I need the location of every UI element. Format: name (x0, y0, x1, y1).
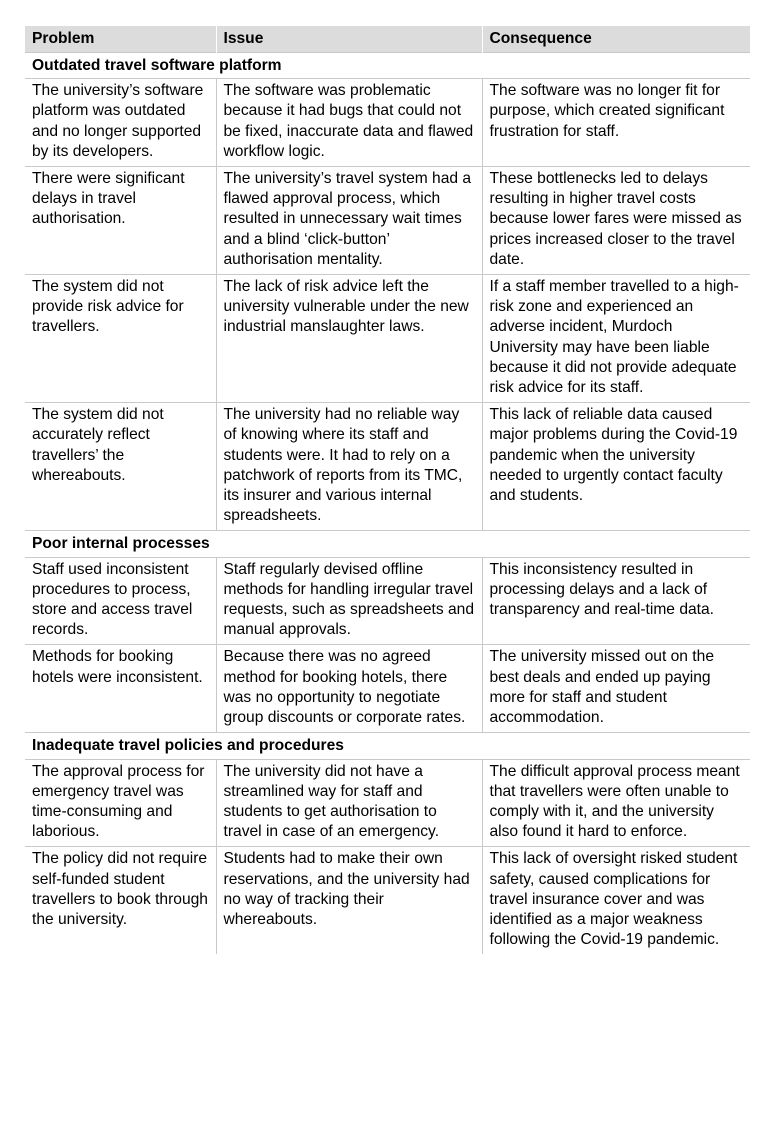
problem-cell: The policy did not require self-funded student travellers to book through the university. (25, 847, 216, 955)
issue-cell: Students had to make their own reservations, and the university had no way of tracking their whereabouts. (216, 847, 482, 955)
section-title-outdated-software: Outdated travel software platform (25, 53, 750, 79)
issue-cell: The software was problematic because it had bugs that could not be fixed, inaccurate data and flawed workflow logic. (216, 79, 482, 167)
issue-cell: The university’s travel system had a flawed approval process, which resulted in unnecessary wait times and a blind ‘click-button’ authorisation mentality. (216, 167, 482, 275)
consequence-cell: The difficult approval process meant that travellers were often unable to comply with it, and the university also found it hard to enforce. (482, 759, 750, 847)
problem-cell: The university’s software platform was outdated and no longer supported by its developers. (25, 79, 216, 167)
section-row (25, 733, 750, 759)
section-title-internal-processes: Poor internal processes (25, 531, 750, 557)
problem-cell: The system did not accurately reflect travellers’ the whereabouts. (25, 403, 216, 531)
table-row (25, 403, 750, 531)
problem-cell: Staff used inconsistent procedures to process, store and access travel records. (25, 557, 216, 645)
document-page (25, 26, 750, 954)
consequence-cell: This inconsistency resulted in processing delays and a lack of transparency and real-time data. (482, 557, 750, 645)
header-issue: Issue (216, 26, 482, 53)
header-row (25, 26, 750, 53)
table-row (25, 759, 750, 847)
header-problem: Problem (25, 26, 216, 53)
section-row (25, 53, 750, 79)
issue-cell: The lack of risk advice left the university vulnerable under the new industrial manslaughter laws. (216, 275, 482, 403)
table-row (25, 275, 750, 403)
problem-cell: Methods for booking hotels were inconsistent. (25, 645, 216, 733)
problem-cell: There were significant delays in travel authorisation. (25, 167, 216, 275)
consequence-cell: This lack of oversight risked student safety, caused complications for travel insurance cover and was identified as a major weakness following the Covid-19 pandemic. (482, 847, 750, 955)
problem-cell: The approval process for emergency travel was time-consuming and laborious. (25, 759, 216, 847)
consequence-cell: If a staff member travelled to a high-risk zone and experienced an adverse incident, Murdoch University may have been liable because it did not provide adequate risk advice for its staff. (482, 275, 750, 403)
table-row (25, 847, 750, 955)
table-row (25, 167, 750, 275)
consequence-cell: This lack of reliable data caused major problems during the Covid-19 pandemic when the university needed to urgently contact faculty and students. (482, 403, 750, 531)
table-row (25, 557, 750, 645)
section-title-travel-policies: Inadequate travel policies and procedures (25, 733, 750, 759)
issue-cell: Staff regularly devised offline methods for handling irregular travel requests, such as spreadsheets and manual approvals. (216, 557, 482, 645)
consequence-cell: The software was no longer fit for purpose, which created significant frustration for staff. (482, 79, 750, 167)
table-row (25, 79, 750, 167)
header-consequence: Consequence (482, 26, 750, 53)
issue-cell: The university did not have a streamlined way for staff and students to get authorisation to travel in case of an emergency. (216, 759, 482, 847)
issue-cell: Because there was no agreed method for booking hotels, there was no opportunity to negotiate group discounts or corporate rates. (216, 645, 482, 733)
section-row (25, 531, 750, 557)
problem-cell: The system did not provide risk advice for travellers. (25, 275, 216, 403)
table-row (25, 645, 750, 733)
issue-cell: The university had no reliable way of knowing where its staff and students were. It had to rely on a patchwork of reports from its TMC, its insurer and various internal spreadsheets. (216, 403, 482, 531)
problem-table (25, 26, 750, 954)
consequence-cell: The university missed out on the best deals and ended up paying more for staff and student accommodation. (482, 645, 750, 733)
consequence-cell: These bottlenecks led to delays resulting in higher travel costs because lower fares were missed as prices increased closer to the travel date. (482, 167, 750, 275)
